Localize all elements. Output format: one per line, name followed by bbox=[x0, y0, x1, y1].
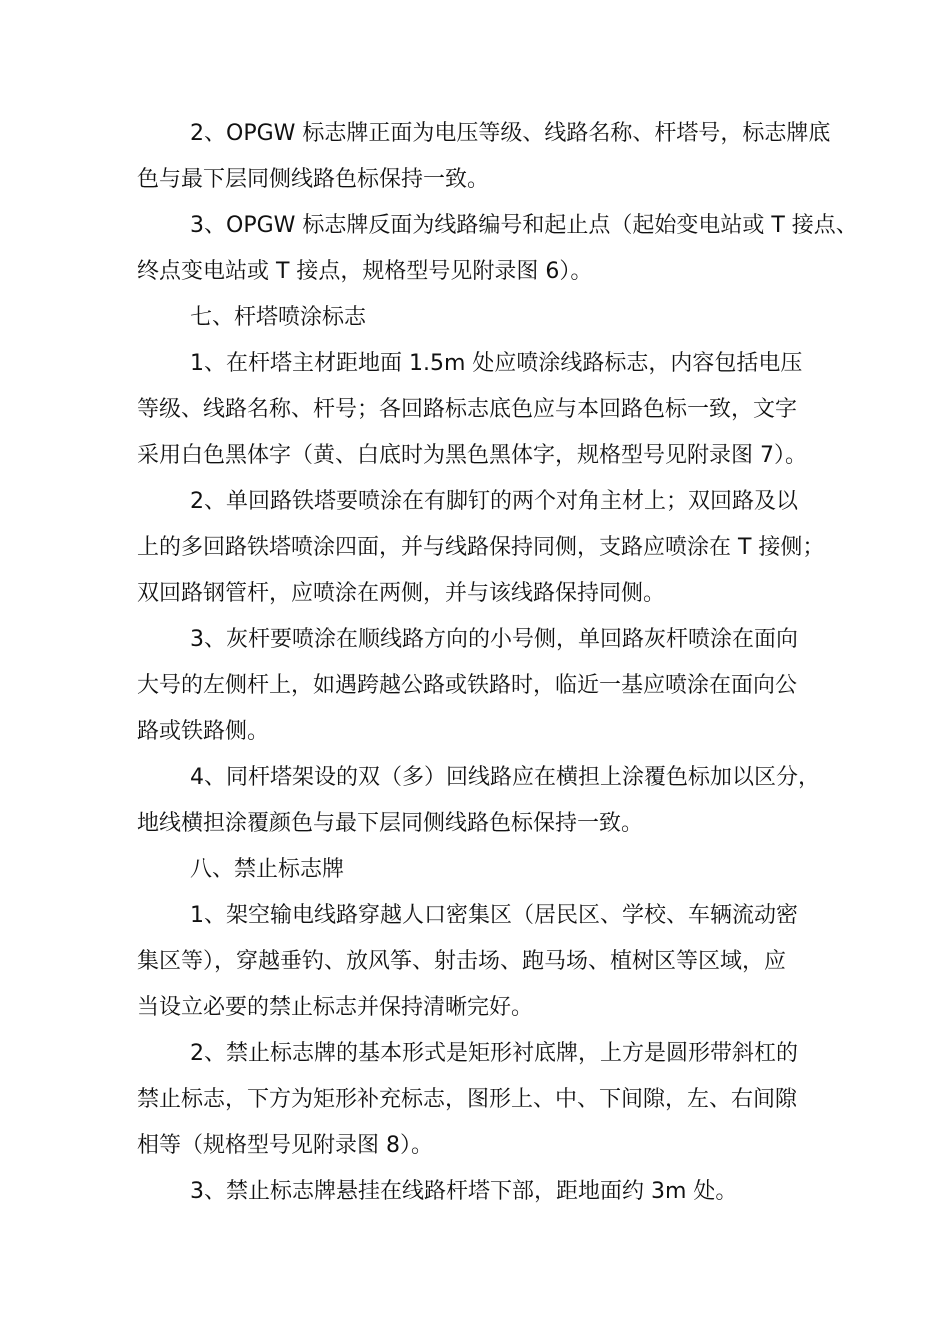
text-line: 相等（规格型号见附录图 8）。 bbox=[137, 1133, 433, 1158]
text-line: 集区等），穿越垂钓、放风筝、射击场、跑马场、植树区等区域，应 bbox=[137, 949, 787, 974]
text-line: 路或铁路侧。 bbox=[137, 719, 270, 744]
text-line: 当设立必要的禁止标志并保持清晰完好。 bbox=[137, 995, 534, 1020]
text-line: 3、禁止标志牌悬挂在线路杆塔下部，距地面约 3m 处。 bbox=[190, 1179, 738, 1204]
section-heading: 七、杆塔喷涂标志 bbox=[190, 305, 367, 330]
text-line: 3、灰杆要喷涂在顺线路方向的小号侧，单回路灰杆喷涂在面向 bbox=[190, 627, 798, 652]
text-line: 大号的左侧杆上，如遇跨越公路或铁路时，临近一基应喷涂在面向公 bbox=[137, 673, 798, 698]
text-line: 1、在杆塔主材距地面 1.5m 处应喷涂线路标志，内容包括电压 bbox=[190, 351, 803, 376]
text-line: 等级、线路名称、杆号；各回路标志底色应与本回路色标一致，文字 bbox=[137, 397, 798, 422]
text-line: 4、同杆塔架设的双（多）回线路应在横担上涂覆色标加以区分， bbox=[190, 765, 820, 790]
text-line: 地线横担涂覆颜色与最下层同侧线路色标保持一致。 bbox=[137, 811, 644, 836]
text-line: 2、禁止标志牌的基本形式是矩形衬底牌，上方是圆形带斜杠的 bbox=[190, 1041, 798, 1066]
text-line: 1、架空输电线路穿越人口密集区（居民区、学校、车辆流动密 bbox=[190, 903, 798, 928]
text-line: 禁止标志，下方为矩形补充标志，图形上、中、下间隙，左、右间隙 bbox=[137, 1087, 798, 1112]
section-heading: 八、禁止标志牌 bbox=[190, 857, 345, 882]
text-line: 3、OPGW 标志牌反面为线路编号和起止点（起始变电站或 T 接点、 bbox=[190, 213, 858, 238]
text-line: 2、OPGW 标志牌正面为电压等级、线路名称、杆塔号，标志牌底 bbox=[190, 121, 831, 146]
text-line: 双回路钢管杆，应喷涂在两侧，并与该线路保持同侧。 bbox=[137, 581, 666, 606]
text-line: 采用白色黑体字（黄、白底时为黑色黑体字，规格型号见附录图 7）。 bbox=[137, 443, 807, 468]
text-line: 2、单回路铁塔要喷涂在有脚钉的两个对角主材上；双回路及以 bbox=[190, 489, 798, 514]
text-line: 色与最下层同侧线路色标保持一致。 bbox=[137, 167, 490, 192]
text-line: 终点变电站或 T 接点，规格型号见附录图 6）。 bbox=[137, 259, 593, 284]
text-line: 上的多回路铁塔喷涂四面，并与线路保持同侧，支路应喷涂在 T 接侧； bbox=[137, 535, 825, 560]
